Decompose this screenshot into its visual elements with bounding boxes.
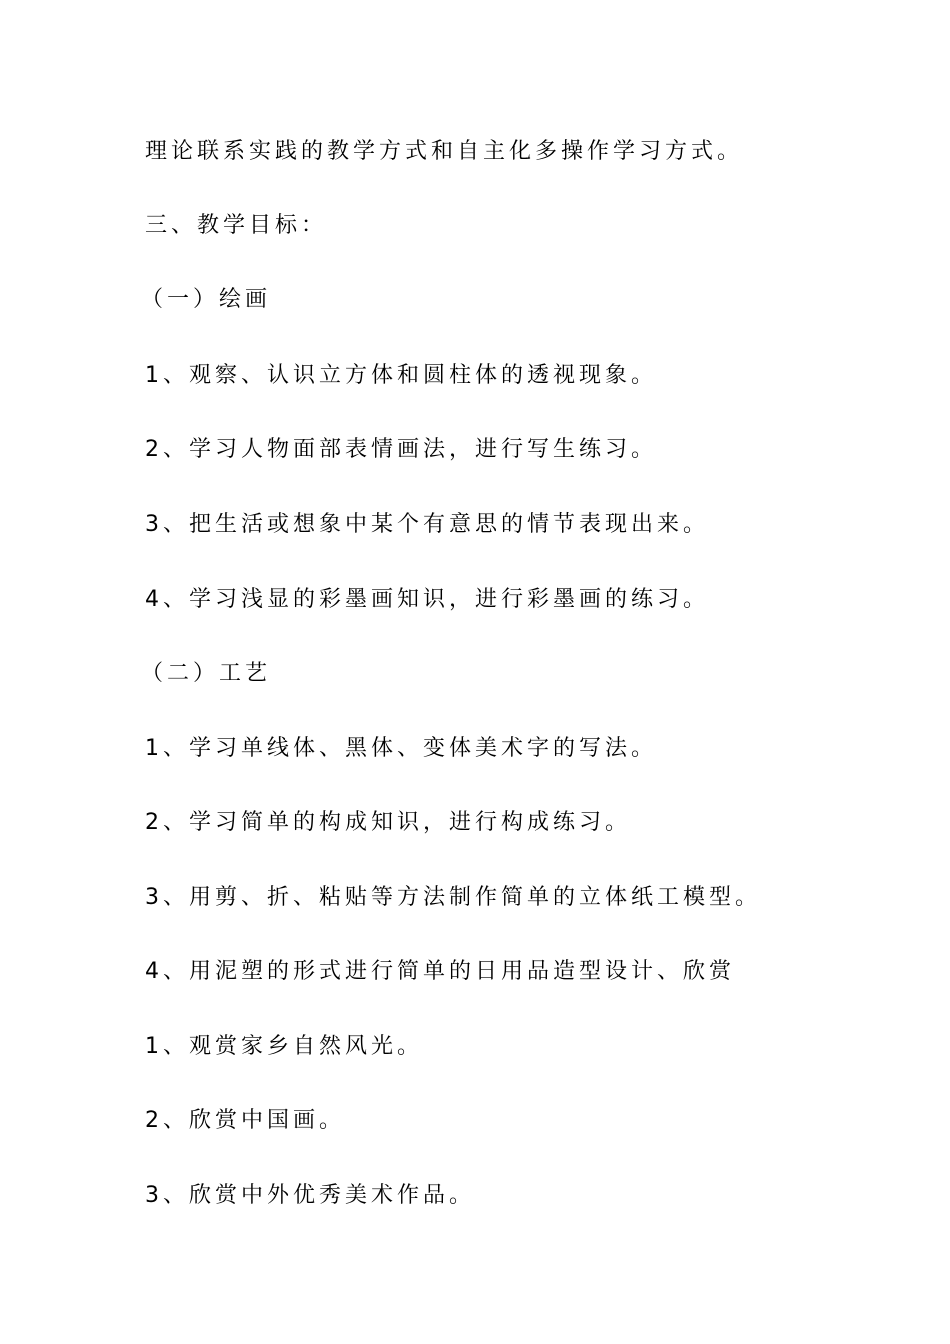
subheading-painting: （一）绘画	[141, 287, 272, 312]
list-item-appreciation-2: 2、欣赏中国画。	[145, 1108, 345, 1133]
list-item-craft-3: 3、用剪、折、粘贴等方法制作简单的立体纸工模型。	[145, 885, 761, 910]
list-item-appreciation-1: 1、观赏家乡自然风光。	[145, 1034, 423, 1059]
subheading-craft: （二）工艺	[141, 661, 272, 686]
list-item-craft-1: 1、学习单线体、黑体、变体美术字的写法。	[145, 736, 657, 761]
heading-teaching-goals: 三、教学目标：	[145, 213, 328, 238]
paragraph-teaching-method: 理论联系实践的教学方式和自主化多操作学习方式。	[145, 139, 744, 164]
list-item-appreciation-3: 3、欣赏中外优秀美术作品。	[145, 1183, 475, 1208]
list-item-painting-3: 3、把生活或想象中某个有意思的情节表现出来。	[145, 512, 709, 537]
list-item-painting-1: 1、观察、认识立方体和圆柱体的透视现象。	[145, 363, 657, 388]
list-item-craft-2: 2、学习简单的构成知识，进行构成练习。	[145, 810, 631, 835]
list-item-craft-4: 4、用泥塑的形式进行简单的日用品造型设计、欣赏	[145, 959, 735, 984]
list-item-painting-2: 2、学习人物面部表情画法，进行写生练习。	[145, 437, 657, 462]
list-item-painting-4: 4、学习浅显的彩墨画知识，进行彩墨画的练习。	[145, 587, 709, 612]
